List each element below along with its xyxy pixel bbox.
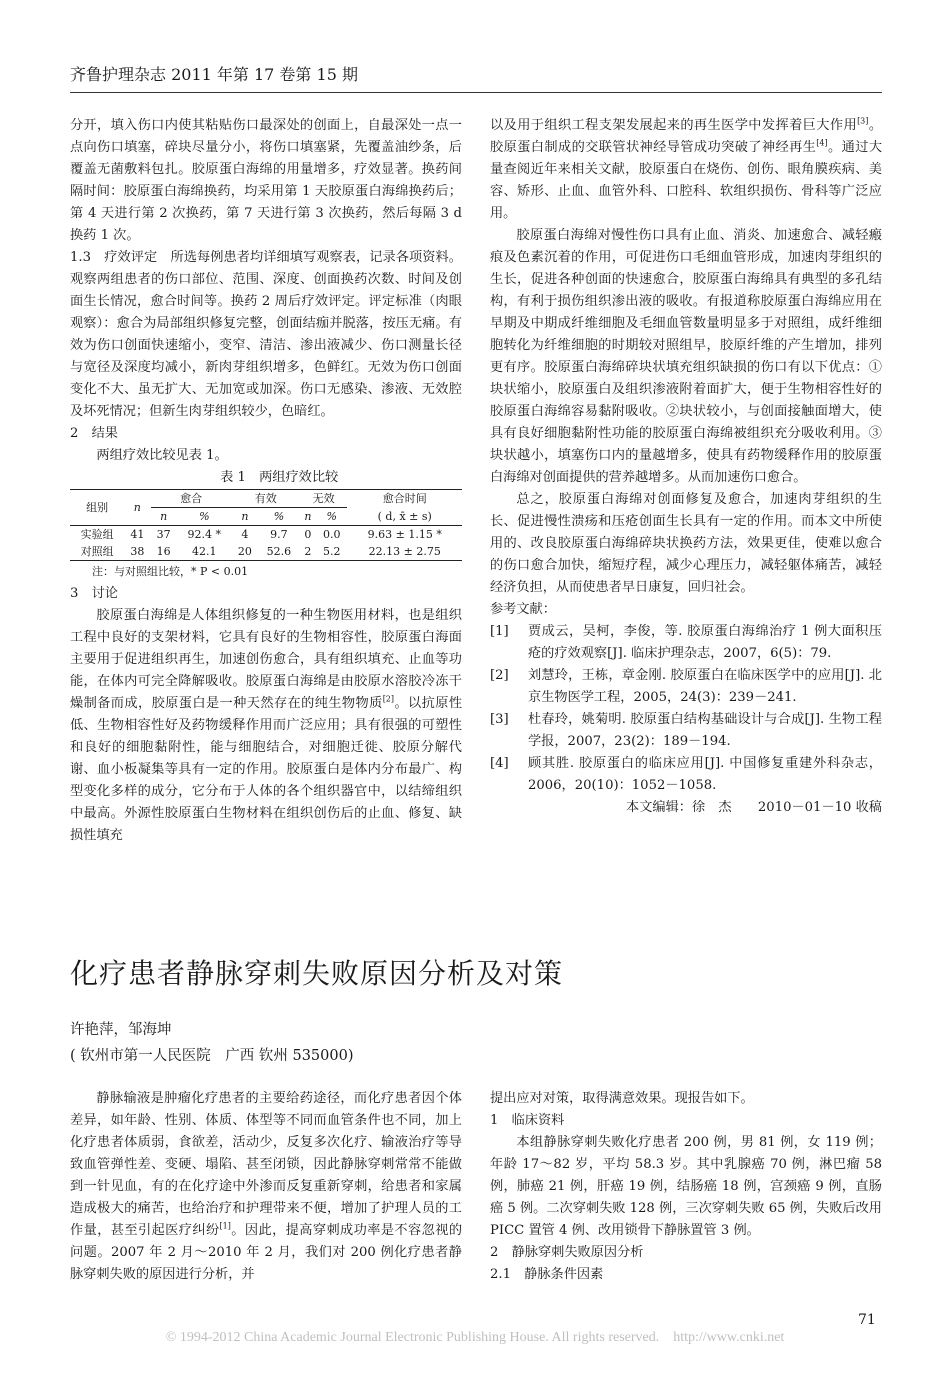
table-cell: 38	[124, 543, 150, 561]
table-cell: 实验组	[80, 528, 114, 541]
table-header-cell: 愈合时间	[347, 490, 462, 508]
paragraph	[70, 1088, 462, 1286]
section-heading: 1 临床资料	[490, 1113, 565, 1128]
page-number: 71	[858, 1312, 876, 1328]
citation: [3]	[857, 116, 869, 126]
table-subheader-cell: n	[300, 508, 316, 526]
table-subheader-cell: ( d, x̄ ± s)	[347, 508, 462, 526]
paragraph: 总之，胶原蛋白海绵对创面修复及愈合，加速肉芽组织的生长、促进慢性溃疡和压疮创面生长具有一定的作用。而本文中所使用的、改良胶原蛋白海绵碎块状换药方法，效果更佳，使难以愈合的伤口愈合加快，缩短疗程，减少心理压力，减轻躯体痛苦，减轻经济负担，从而使患者早日康复，回归社会。	[490, 492, 882, 595]
text-span: 静脉输液是肿瘤化疗患者的主要给药途径，而化疗患者因个体差异，如年龄、性别、体质、体型等不同而血管条件也不同，加上化疗患者体质弱，食欲差，活动少，反复多次化疗、输液治疗等导致血管弹性差、变硬、塌陷、甚至闭锁，因此静脉穿刺常常不能做到一针见血，有的在化疗途中外渗而反复重新穿刺，给患者和家属造成极大的痛苦，也给治疗和护理带来不便，增加了护理人员的工作量，甚至引起医疗纠纷	[70, 1091, 462, 1238]
text-span: 以及用于组织工程支架发展起来的再生医学中发挥着巨大作用	[490, 118, 858, 133]
article-authors: 许艳萍，邹海坤	[70, 1022, 172, 1038]
reference-text: 顾其胜. 胶原蛋白的临床应用[J]. 中国修复重建外科杂志，2006，20(10)：1052－1058.	[528, 756, 882, 793]
reference-text: 刘慧玲，王栋，章金刚. 胶原蛋白在临床医学中的应用[J]. 北京生物医学工程，2005，24(3)：239－241.	[528, 668, 882, 705]
citation: [4]	[816, 138, 828, 148]
table-cell: 9.7	[270, 528, 288, 541]
paragraph: 两组疗效比较见表 1。	[96, 448, 228, 463]
reference-item	[490, 709, 882, 753]
table-cell: 4	[241, 528, 249, 541]
table-subheader-cell: n	[151, 508, 177, 526]
table-subheader-cell: %	[177, 508, 232, 526]
references-title: 参考文献：	[490, 602, 556, 617]
paragraph	[70, 605, 462, 847]
table-cell: 5.2	[316, 543, 347, 561]
table-cell: 20	[232, 543, 258, 561]
table-cell: 22.13 ± 2.75	[347, 543, 462, 561]
section-heading: 3 讨论	[70, 586, 118, 601]
paragraph: 本组静脉穿刺失败化疗患者 200 例，男 81 例，女 119 例；年龄 17～82 岁，平均 58.3 岁。其中乳腺癌 70 例，淋巴瘤 58 例，肺癌 21 例，肝癌 19 例，结肠癌 18 例，宫颈癌 9 例，直肠癌 5 例。二次穿刺失败 128 例，三次穿刺失败 65 例，失败后改用 PICC 置管 4 例、改用锁骨下静脉置管 3 例。	[490, 1135, 882, 1238]
editor-line: 本文编辑：徐 杰 2010－01－10 收稿	[626, 800, 882, 815]
paragraph: 1.3 疗效评定 所选每例患者均详细填写观察表，记录各项资料。观察两组患者的伤口部位、范围、深度、创面换药次数、时间及创面生长情况，愈合时间等。换药 2 周后疗效评定。评定标准（肉眼观察）：愈合为局部组织修复完整，创面结痂并脱落，按压无痛。有效为伤口创面快速缩小，变窄、清洁、渗出液减少、伤口测量长径与宽径及深度均减小，新肉芽组织增多，色鲜红。无效为伤口创面变化不大、虽无扩大、无加宽或加深。伤口无感染、渗液、无效腔及坏死情况；但新生肉芽组织较少，色暗红。	[70, 250, 462, 419]
article2-left-column	[70, 1088, 462, 1286]
text-span: 。以抗原性低、生物相容性好及药物缓释作用而广泛应用；具有很强的可塑性和良好的细胞黏附性，能与细胞结合，对细胞迁徙、胶原分解代谢、血小板凝集等具有一定的作用。胶原蛋白是体内分布最广、构型变化多样的成分，它分布于人体的各个组织器官中，以结缔组织中最高。外源性胶原蛋白生物材料在组织创伤后的止血、修复、缺损性填充	[70, 696, 463, 843]
article-affiliation: ( 钦州市第一人民医院 广西 钦州 535000)	[70, 1048, 354, 1064]
text-span: 。通过大量查阅近年来相关文献，胶原蛋白在烧伤、创伤、眼角膜疾病、美容、矫形、止血、血管外科、口腔科、软组织损伤、骨科等广泛应用。	[490, 140, 883, 221]
table-header-cell: 愈合	[151, 490, 232, 508]
table-cell: 2	[300, 543, 316, 561]
table-row	[70, 543, 462, 561]
table-row	[70, 526, 462, 544]
reference-number: [1]	[490, 624, 509, 639]
paragraph: 分开，填入伤口内使其粘贴伤口最深处的创面上，自最深处一点一点向伤口填塞，碎块尽量分小，将伤口填塞紧，先覆盖油纱条，后覆盖无菌敷料包扎。胶原蛋白海绵的用量增多，疗效显著。换药间隔时间：胶原蛋白海绵换药，均采用第 1 天胶原蛋白海绵换药后；第 4 天进行第 2 次换药，第 7 天进行第 3 次换药，然后每隔 3 d 换药 1 次。	[70, 118, 462, 243]
text-span: 。因此，提高穿刺成功率是不容忽视的问题。2007 年 2 月～2010 年 2 月，我们对 200 例化疗患者静脉穿刺失败的原因进行分析，并	[70, 1223, 463, 1282]
table-title: 表 1 两组疗效比较	[220, 470, 339, 485]
table-cell: 41	[130, 528, 145, 541]
reference-number: [3]	[490, 712, 509, 727]
citation: [1]	[219, 1221, 231, 1231]
table-subheader-cell: %	[316, 508, 347, 526]
text-span: 。胶原蛋白制成的交联管状神经导管成功突破了神经再生	[490, 118, 883, 155]
section-heading: 2 结果	[70, 426, 118, 441]
table-header-cell: 有效	[232, 490, 300, 508]
subsection-heading: 2.1 静脉条件因素	[490, 1267, 604, 1282]
citation: [2]	[382, 694, 395, 704]
reference-text: 贾成云，吴柯，李俊，等. 胶原蛋白海绵治疗 1 例大面积压疮的疗效观察[J]. 临床护理杂志，2007，6(5)：79.	[528, 624, 882, 661]
table-cell: 16	[151, 543, 177, 561]
reference-text: 杜春玲，姚菊明. 胶原蛋白结构基础设计与合成[J]. 生物工程学报，2007，23(2)：189－194.	[528, 712, 882, 749]
reference-number: [4]	[490, 756, 509, 771]
section-heading: 2 静脉穿刺失败原因分析	[490, 1245, 644, 1260]
table-header-cell: 无效	[300, 490, 348, 508]
article2-right-column	[490, 1088, 882, 1286]
paragraph	[490, 115, 882, 225]
reference-number: [2]	[490, 668, 509, 683]
reference-item	[490, 753, 882, 797]
text-span: 胶原蛋白海绵是人体组织修复的一种生物医用材料，也是组织工程中良好的支架材料，它具有良好的生物相容性，胶原蛋白海面主要用于促进组织再生，加速创伤愈合，具有组织填充、止血等功能，在体内可完全降解吸收。胶原蛋白海绵是由胶原水溶胶冷冻干燥制备而成，胶原蛋白是一种天然存在的纯生物物质	[70, 608, 462, 711]
paragraph: 胶原蛋白海绵对慢性伤口具有止血、消炎、加速愈合、减轻瘢痕及色素沉着的作用，可促进伤口毛细血管形成，加速肉芽组织的生长，促进各种创面的快速愈合，胶原蛋白海绵具有典型的多孔结构，有利于损伤组织渗出液的吸收。有报道称胶原蛋白海绵应用在早期及中期成纤维细胞及毛细血管数量明显多于对照组，成纤维细胞转化为纤维细胞的时期较对照组早，胶原纤维的产生增加，排列更有序。胶原蛋白海绵碎块状填充组织缺损的伤口有以下优点：①块状缩小，胶原蛋白及组织渗液附着面扩大，便于生物相容性好的胶原蛋白海绵容易黏附吸收。②块状较小，与创面接触面增大，使具有良好细胞黏附性功能的胶原蛋白海绵被组织充分吸收利用。③块状越小，填塞伤口内的量越增多，使具有药物缓释作用的胶原蛋白海绵对创面提供的营养越增多。从而加速伤口愈合。	[490, 228, 882, 485]
right-column	[490, 115, 882, 819]
table-subheader-cell: n	[232, 508, 258, 526]
table-cell: 37	[156, 528, 171, 541]
table-cell: 9.63 ± 1.15 *	[367, 528, 442, 541]
copyright-footer: © 1994-2012 China Academic Journal Electronic Publishing House. All rights reserved. http://www.cnki.net	[165, 1330, 785, 1345]
header-rule	[70, 92, 882, 93]
reference-item	[490, 665, 882, 709]
table-header-cell: 组别	[70, 490, 124, 526]
table-note: 注：与对照组比较，* P < 0.01	[92, 565, 249, 578]
paragraph: 提出应对对策，取得满意效果。现报告如下。	[490, 1091, 754, 1106]
table-cell: 52.6	[258, 543, 300, 561]
table-cell: 0	[304, 528, 312, 541]
table-header-cell: n	[124, 490, 150, 526]
results-table	[70, 489, 462, 561]
table-subheader-cell: %	[258, 508, 300, 526]
table-cell: 对照组	[70, 543, 124, 561]
table-cell: 42.1	[177, 543, 232, 561]
journal-header: 齐鲁护理杂志 2011 年第 17 卷第 15 期	[70, 65, 358, 84]
reference-item	[490, 621, 882, 665]
table-cell: 92.4 *	[187, 528, 222, 541]
table-cell: 0.0	[323, 528, 341, 541]
article-title: 化疗患者静脉穿刺失败原因分析及对策	[70, 957, 564, 990]
left-column	[70, 115, 462, 847]
